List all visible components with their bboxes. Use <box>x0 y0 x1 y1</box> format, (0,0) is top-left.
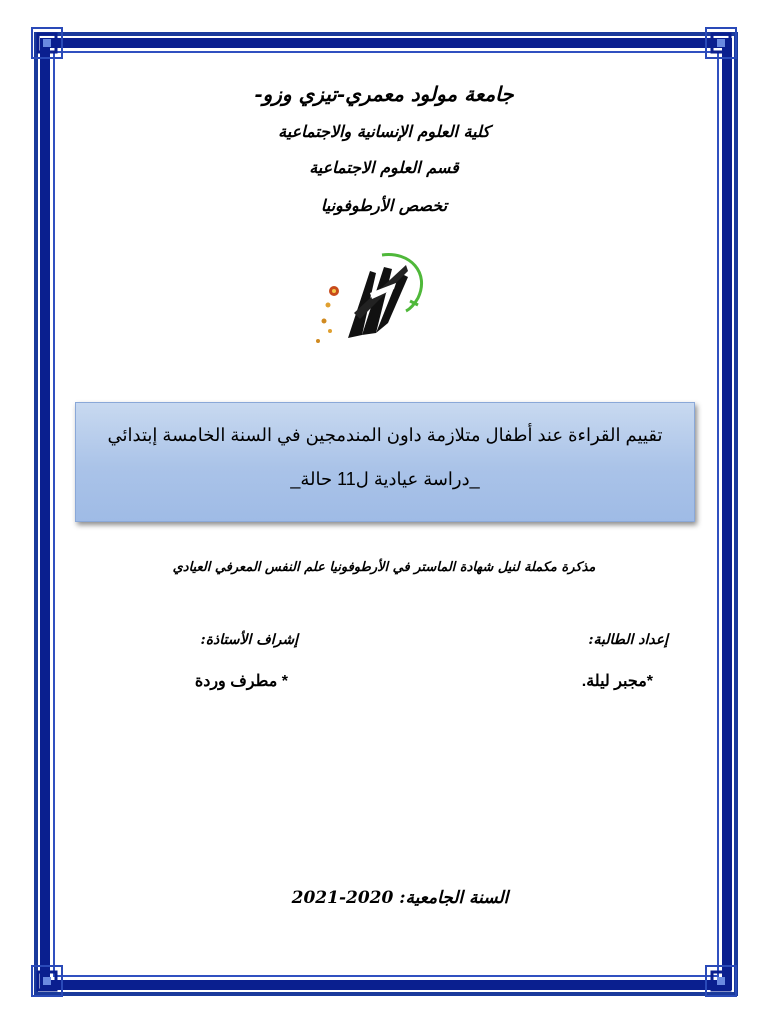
supervised-by-label: إشراف الأستاذة: <box>200 632 298 648</box>
faculty-name: كلية العلوم الإنسانية والاجتماعية <box>278 122 490 141</box>
thesis-title: تقييم القراءة عند أطفال متلازمة داون المندمجين في السنة الخامسة إبتدائي <box>107 425 663 445</box>
academic-year: السنة الجامعية: 2020-2021 <box>291 888 509 908</box>
student-name: *مجبر ليلة. <box>581 673 653 690</box>
university-logo-icon <box>310 243 440 353</box>
thesis-subtitle: _دراسة عيادية ل11 حالة_ <box>290 469 480 489</box>
degree-statement: مذكرة مكملة لنيل شهادة الماستر في الأرطوفونيا علم النفس المعرفي العيادي <box>172 560 596 575</box>
prepared-by-label: إعداد الطالبة: <box>588 632 668 648</box>
border-corner-ornament <box>30 964 64 998</box>
border-corner-ornament <box>704 964 738 998</box>
department-name: قسم العلوم الاجتماعية <box>309 158 459 177</box>
specialty-name: تخصص الأرطوفونيا <box>320 196 448 215</box>
thesis-title-box <box>75 402 695 522</box>
supervisor-name: * مطرف وردة <box>194 673 288 690</box>
university-name: جامعة مولود معمري-تيزي وزو- <box>254 82 514 106</box>
border-corner-ornament <box>704 26 738 60</box>
border-corner-ornament <box>30 26 64 60</box>
